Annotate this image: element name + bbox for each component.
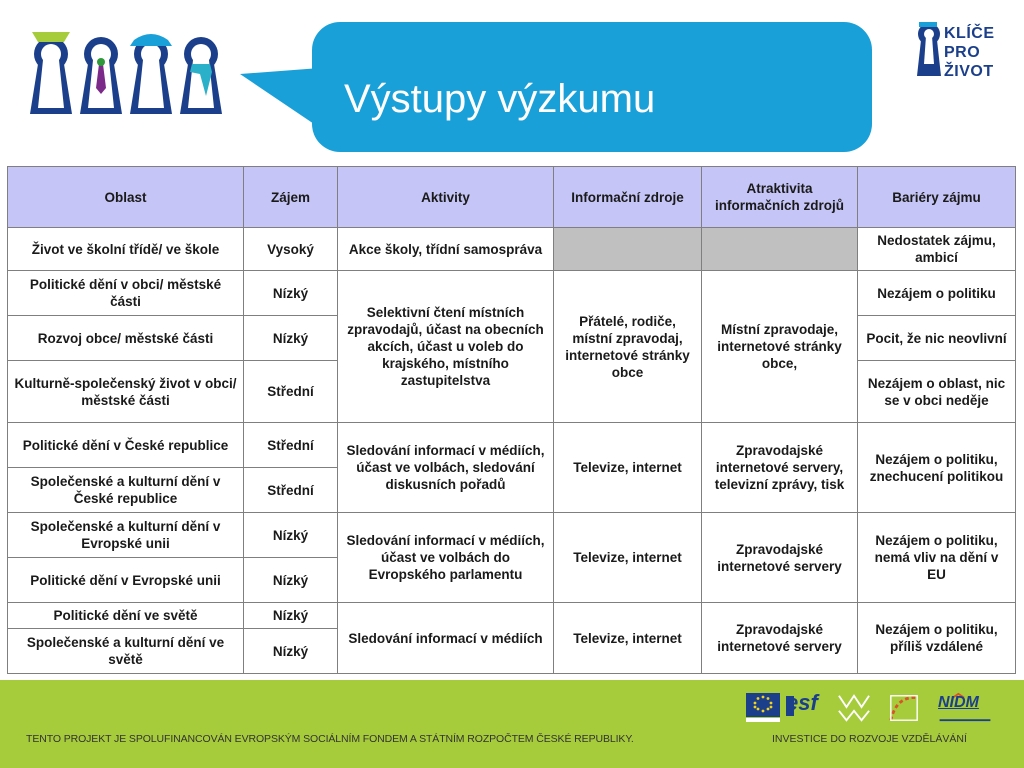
zajem-cell: Nízký [244,271,338,316]
atraktivita-cell: Zpravodajské internetové servery, televizní zprávy, tisk [702,423,858,513]
investment-slogan: INVESTICE DO ROZVOJE VZDĚLÁVÁNÍ [772,733,967,745]
header-bariery: Bariéry zájmu [858,167,1016,228]
oblast-cell: Politické dění v obci/ městské části [8,271,244,316]
bariery-cell: Nezájem o politiku [858,271,1016,316]
aktivity-cell: Sledování informací v médiích, účast ve volbách do Evropského parlamentu [338,513,554,603]
nidm-label: NIDM [938,694,979,711]
logo-line-1: KLÍČE [944,25,995,42]
header-zdroje: Informační zdroje [554,167,702,228]
aktivity-cell: Sledování informací v médiích, účast ve volbách, sledování diskusních pořadů [338,423,554,513]
eu-flag-icon [746,692,780,724]
table-header-row [8,167,1016,228]
zdroje-cell: Televize, internet [554,423,702,513]
oblast-cell: Politické dění v České republice [8,423,244,468]
bariery-cell: Nezájem o politiku, nemá vliv na dění v EU [858,513,1016,603]
zdroje-cell: Přátelé, rodiče, místní zpravodaj, internetové stránky obce [554,271,702,423]
keyholes-logo [26,26,226,118]
footer-bar [0,680,1024,768]
atraktivita-cell: Místní zpravodaje, internetové stránky obce, [702,271,858,423]
zdroje-cell: Televize, internet [554,513,702,603]
oblast-cell: Společenské a kulturní dění v Evropské unii [8,513,244,558]
aktivity-cell: Akce školy, třídní samospráva [338,228,554,271]
oblast-cell: Kulturně-společenský život v obci/ městské části [8,361,244,423]
oblast-cell: Politické dění v Evropské unii [8,558,244,603]
table-row [8,513,1016,558]
logo-line-2: PRO [944,44,981,61]
header-oblast: Oblast [8,167,244,228]
esf-label: esf [786,690,818,715]
zajem-cell: Nízký [244,603,338,629]
zajem-cell: Nízký [244,316,338,361]
table-row [8,423,1016,468]
logo-line-3: ŽIVOT [944,63,994,80]
bariery-cell: Nezájem o politiku, znechucení politikou [858,423,1016,513]
zajem-cell: Střední [244,361,338,423]
zajem-cell: Nízký [244,513,338,558]
slide-title: Výstupy výzkumu [344,77,656,121]
zdroje-cell-empty [554,228,702,271]
header-atraktivita: Atraktivita informačních zdrojů [702,167,858,228]
msmt-logo [834,692,874,724]
funding-notice: TENTO PROJEKT JE SPOLUFINANCOVÁN EVROPSKÝM SOCIÁLNÍM FONDEM A STÁTNÍM ROZPOČTEM ČESKÉ REPUBLIKY. [26,733,634,745]
oblast-cell: Politické dění ve světě [8,603,244,629]
zajem-cell: Střední [244,468,338,513]
table-row [8,603,1016,629]
header-aktivity: Aktivity [338,167,554,228]
zajem-cell: Vysoký [244,228,338,271]
klice-pro-zivot-logo [914,20,1004,90]
zajem-cell: Střední [244,423,338,468]
oblast-cell: Společenské a kulturní dění v České republice [8,468,244,513]
research-table [7,166,1016,674]
atraktivita-cell: Zpravodajské internetové servery [702,603,858,674]
zajem-cell: Nízký [244,558,338,603]
op-vk-logo [886,692,922,724]
aktivity-cell: Sledování informací v médiích [338,603,554,674]
oblast-cell: Život ve školní třídě/ ve škole [8,228,244,271]
bariery-cell: Nedostatek zájmu, ambicí [858,228,1016,271]
bariery-cell: Pocit, že nic neovlivní [858,316,1016,361]
bariery-cell: Nezájem o oblast, nic se v obci neděje [858,361,1016,423]
zajem-cell: Nízký [244,629,338,674]
bariery-cell: Nezájem o politiku, příliš vzdálené [858,603,1016,674]
zdroje-cell: Televize, internet [554,603,702,674]
atraktivita-cell-empty [702,228,858,271]
aktivity-cell: Selektivní čtení místních zpravodajů, účast na obecních akcích, účast u voleb do krajského, místního zastupitelstva [338,271,554,423]
oblast-cell: Rozvoj obce/ městské části [8,316,244,361]
keyhole-mark-icon [914,20,942,80]
atraktivita-cell: Zpravodajské internetové servery [702,513,858,603]
table-row [8,271,1016,316]
oblast-cell: Společenské a kulturní dění ve světě [8,629,244,674]
speech-tail [240,68,320,128]
table-row [8,228,1016,271]
header-zajem: Zájem [244,167,338,228]
